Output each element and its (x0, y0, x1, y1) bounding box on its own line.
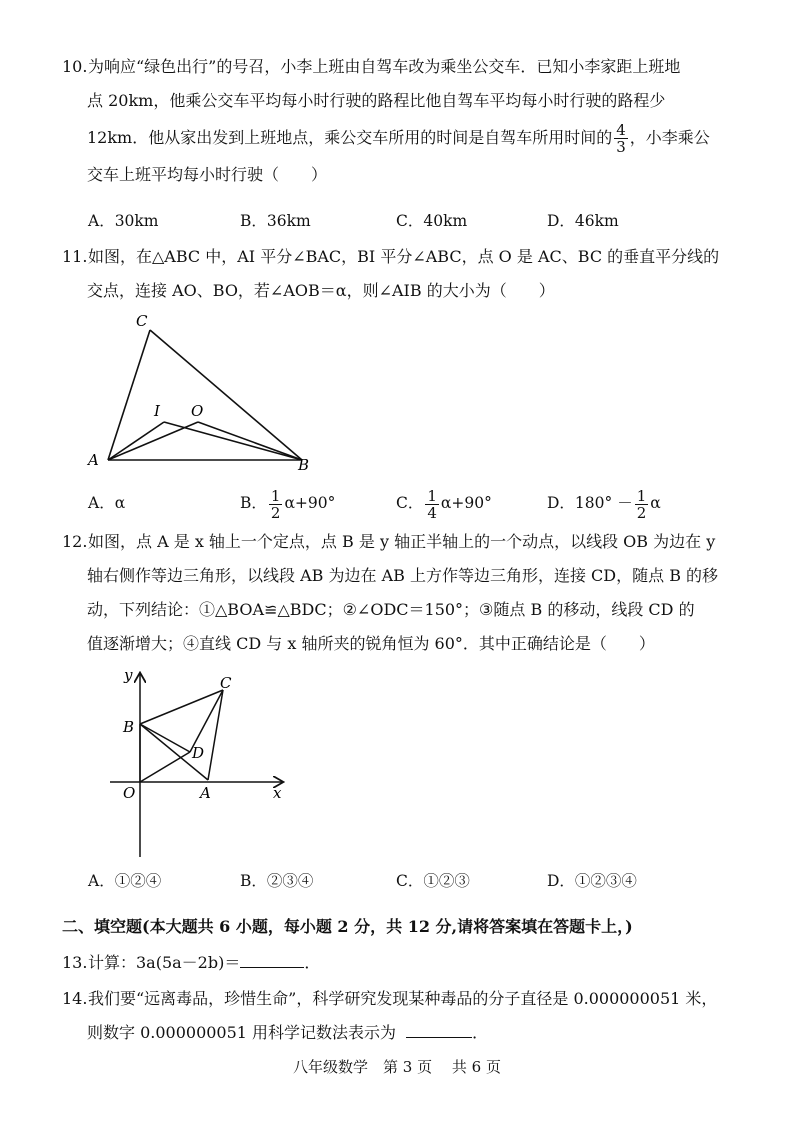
q12-coordinate-figure (110, 662, 300, 862)
q10-line2: 点 20km，他乘公交车平均每小时行驶的路程比他自驾车平均每小时行驶的路程少 (87, 91, 666, 110)
q10-number: 10. (62, 57, 88, 76)
label-d: D (192, 744, 205, 762)
label-o-q12: O (123, 784, 136, 802)
q12-option-d: D．①②③④ (547, 872, 637, 890)
q14-answer-blank (406, 1021, 472, 1038)
q10-line3: 12km．他从家出发到上班地点，乘公交车所用的时间是自驾车所用时间的 $\frac{4}{3}$ ，小李乘公 (87, 121, 710, 156)
segment-cb (150, 330, 302, 460)
q12-line1: 12.如图，点 A 是 x 轴上一个定点，点 B 是 y 轴正半轴上的一个动点，以线段 OB 为边在 y (62, 525, 762, 559)
segment-bc (140, 690, 223, 724)
fraction-one-quarter: $\frac{1}{4}$ (427, 486, 437, 522)
q12-options (88, 864, 748, 898)
q13-answer-blank (240, 951, 304, 968)
segment-od (140, 752, 190, 782)
q10-line1: 10.为响应“绿色出行”的号召，小李上班由自驾车改为乘坐公交车．已知小李家距上班地 (62, 50, 762, 84)
q10-option-c: C．40km (396, 212, 468, 230)
label-a: A (88, 451, 99, 469)
q11-line2: 交点，连接 AO、BO，若∠AOB＝α，则∠AIB 的大小为（ ） (87, 281, 555, 300)
q12-option-c: C．①②③ (396, 872, 470, 890)
segment-ac (108, 330, 150, 460)
q12-line3: 动，下列结论：①△BOA≌△BDC；②∠ODC＝150°；③随点 B 的移动，线段 CD 的 (87, 600, 695, 619)
section-2-title: 二、填空题(本大题共 6 小题，每小题 2 分，共 12 分,请将答案填在答题卡上，) (62, 917, 633, 936)
question-13 (62, 946, 762, 980)
fraction-one-half-d: $\frac{1}{2}$ (636, 486, 647, 522)
q10-line4: 交车上班平均每小时行驶（ ） (87, 165, 328, 184)
question-10 (62, 50, 762, 192)
q12-number: 12. (62, 532, 88, 551)
label-o: O (191, 402, 204, 420)
q11-triangle-figure (80, 310, 320, 475)
q12-line4: 值逐渐增大；④直线 CD 与 x 轴所夹的锐角恒为 60°．其中正确结论是（ ） (87, 634, 655, 653)
q14-line1: 14.我们要“远离毒品，珍惜生命”，科学研究发现某种毒品的分子直径是 0.000000051 米， (62, 982, 762, 1016)
q13-line: 13.计算：3a(5a－2b)＝ ． (62, 946, 762, 980)
q14-line2: 则数字 0.000000051 用科学记数法表示为 ． (87, 1023, 489, 1042)
q12-line2: 轴右侧作等边三角形，以线段 AB 为边在 AB 上方作等边三角形，连接 CD，随点 B 的移 (87, 566, 719, 585)
segment-bd (140, 724, 190, 752)
fraction-four-thirds: $\frac{4}{3}$ (616, 121, 626, 156)
label-c-q12: C (220, 674, 232, 692)
question-14 (62, 982, 762, 1050)
page-footer: 八年级数学 第 3 页 共 6 页 (293, 1058, 501, 1076)
q10-options (88, 204, 748, 238)
q12-option-b: B．②③④ (240, 872, 314, 890)
segment-ao (108, 422, 198, 460)
label-a-q12: A (200, 784, 211, 802)
q14-number: 14. (62, 989, 88, 1008)
q11-options (88, 482, 748, 524)
q10-option-a: A．30km (88, 212, 159, 230)
fraction-one-half: $\frac{1}{2}$ (270, 486, 281, 522)
q11-option-b: B． $\frac{1}{2}$ α+90° (240, 486, 336, 522)
label-c: C (136, 312, 148, 330)
q13-text: 计算：3a(5a－2b)＝ (88, 953, 241, 972)
segment-ai (108, 422, 164, 460)
q11-option-c: C． $\frac{1}{4}$ α+90° (396, 486, 492, 522)
label-y: y (124, 666, 133, 684)
q10-option-b: B．36km (240, 212, 311, 230)
q11-number: 11. (62, 247, 88, 266)
q13-number: 13. (62, 953, 88, 972)
q11-option-d: D．180° － $\frac{1}{2}$ α (547, 486, 661, 522)
q10-option-d: D．46km (547, 212, 619, 230)
label-b-q12: B (123, 718, 135, 736)
label-x: x (273, 784, 282, 802)
label-i: I (154, 402, 160, 420)
label-b: B (298, 456, 310, 474)
segment-ob (198, 422, 302, 460)
question-12 (62, 525, 762, 661)
question-11 (62, 240, 762, 308)
q11-option-a: A．α (88, 494, 126, 512)
q12-option-a: A．①②④ (88, 872, 162, 890)
q11-line1: 11.如图，在△ABC 中，AI 平分∠BAC，BI 平分∠ABC，点 O 是 AC、BC 的垂直平分线的 (62, 240, 762, 274)
